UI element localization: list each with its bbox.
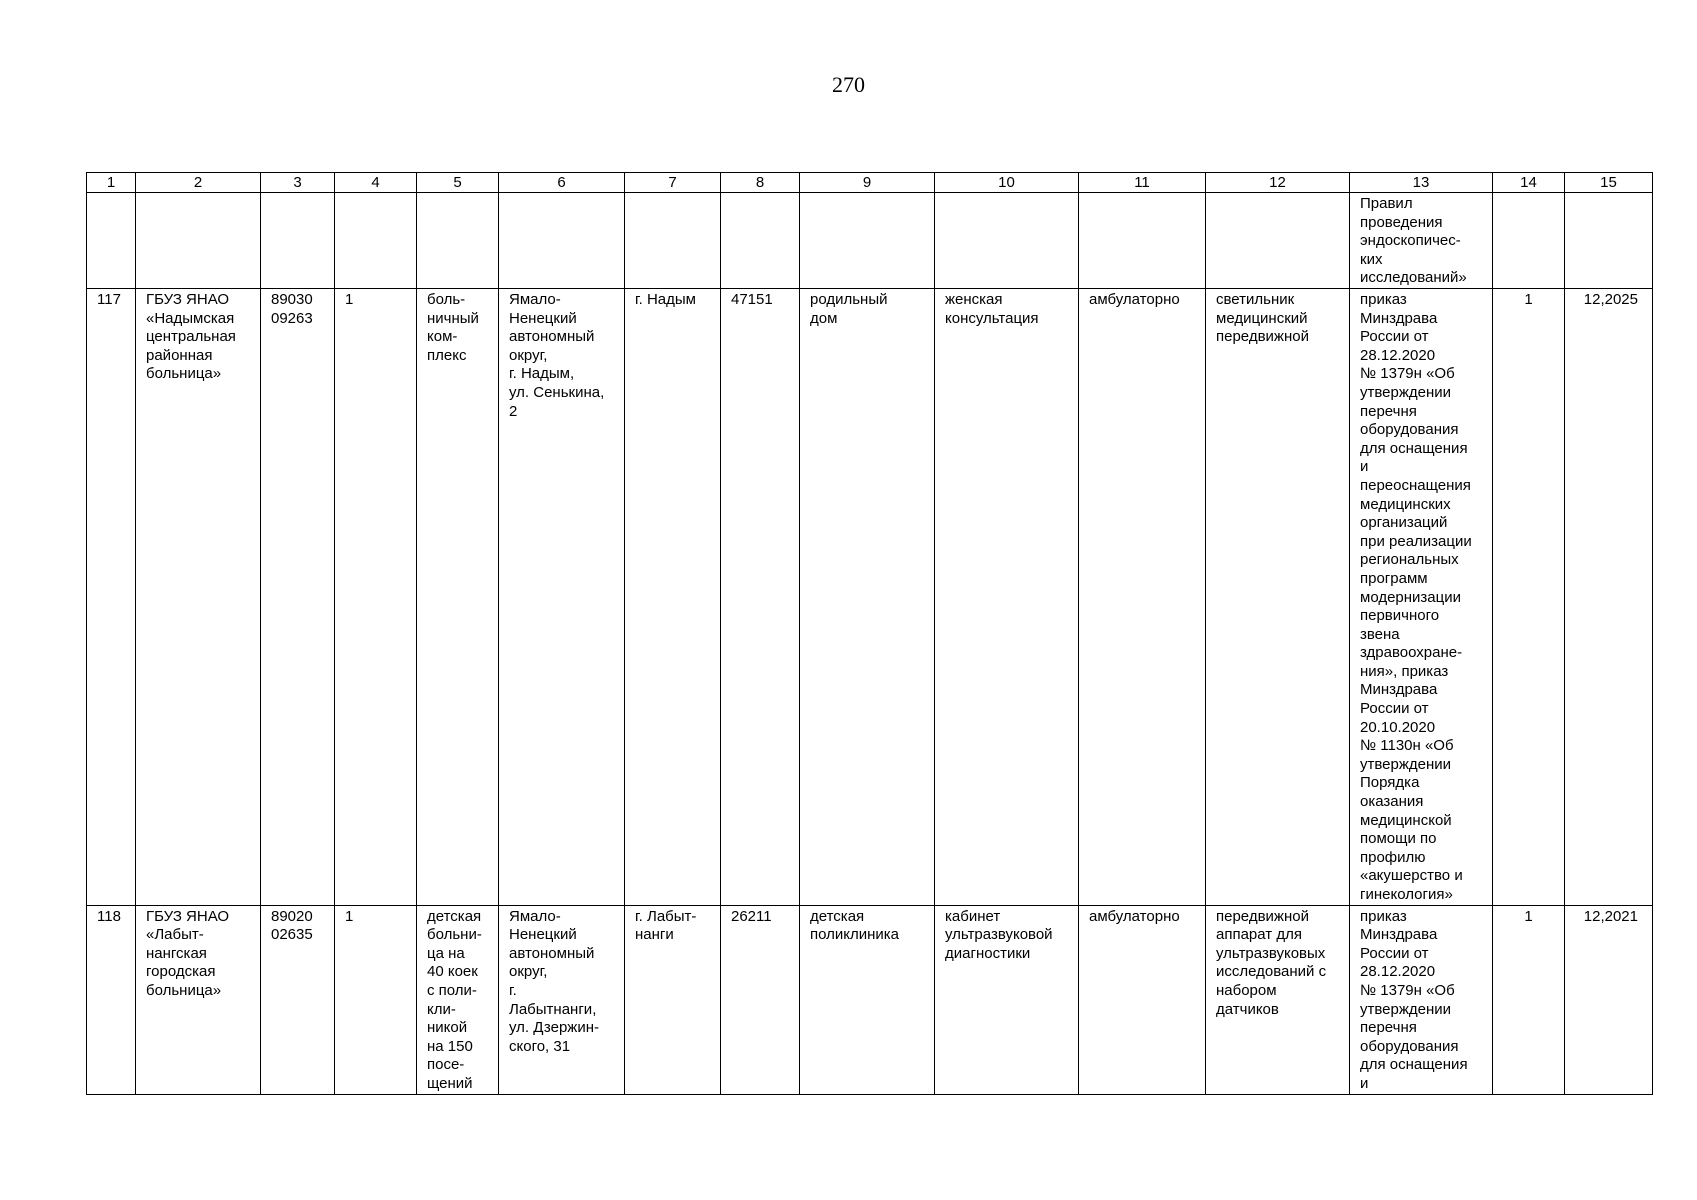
table-cell bbox=[1493, 193, 1565, 289]
subdivision: родильный дом bbox=[800, 289, 935, 906]
facility-type: детская больни- ца на 40 коек с поли- кли- никой на 150 посе- щений bbox=[417, 905, 499, 1094]
equipment-name: передвижной аппарат для ультразвуковых исследований с набором датчиков bbox=[1206, 905, 1350, 1094]
organization-name: ГБУЗ ЯНАО «Надымская центральная районная больница» bbox=[136, 289, 261, 906]
table-cell: Правил проведения эндоскопичес- ких исследований» bbox=[1350, 193, 1493, 289]
regulation: приказ Минздрава России от 28.12.2020 № 1379н «Об утверждении перечня оборудования для оснащения и переоснащения медицинских организаций при реализации региональных программ модернизации первичного звена здравоохране- ния», приказ Минздрава России от 20.10.2020 № 1130н «Об утверждении Порядка оказания медицинской помощи по профилю «акушерство и гинекология» bbox=[1350, 289, 1493, 906]
table-row-continuation bbox=[87, 193, 1653, 289]
table-cell bbox=[935, 193, 1079, 289]
table-cell: 1 bbox=[335, 905, 417, 1094]
organization-name: ГБУЗ ЯНАО «Лабыт- нангская городская больница» bbox=[136, 905, 261, 1094]
column-header: 9 bbox=[800, 173, 935, 193]
address: Ямало- Ненецкий автономный округ, г. Лабытнанги, ул. Дзержин- ского, 31 bbox=[499, 905, 625, 1094]
column-header: 13 bbox=[1350, 173, 1493, 193]
column-header: 8 bbox=[721, 173, 800, 193]
column-header: 12 bbox=[1206, 173, 1350, 193]
row-number: 117 bbox=[87, 289, 136, 906]
table-cell: 1 bbox=[335, 289, 417, 906]
column-header: 15 bbox=[1565, 173, 1653, 193]
column-header: 6 bbox=[499, 173, 625, 193]
column-header: 3 bbox=[261, 173, 335, 193]
table-cell bbox=[1565, 193, 1653, 289]
facility-type: боль- ничный ком- плекс bbox=[417, 289, 499, 906]
address: Ямало- Ненецкий автономный округ, г. Надым, ул. Сенькина, 2 bbox=[499, 289, 625, 906]
quantity: 1 bbox=[1493, 905, 1565, 1094]
organization-code: 89030 09263 bbox=[261, 289, 335, 906]
column-header: 10 bbox=[935, 173, 1079, 193]
care-condition: амбулаторно bbox=[1079, 289, 1206, 906]
table-cell bbox=[87, 193, 136, 289]
regulation: приказ Минздрава России от 28.12.2020 № 1379н «Об утверждении перечня оборудования для оснащения и bbox=[1350, 905, 1493, 1094]
column-header: 7 bbox=[625, 173, 721, 193]
deadline: 12,2025 bbox=[1565, 289, 1653, 906]
table-cell bbox=[261, 193, 335, 289]
equipment-table bbox=[86, 172, 1653, 1095]
settlement: г. Лабыт- нанги bbox=[625, 905, 721, 1094]
organization-code: 89020 02635 bbox=[261, 905, 335, 1094]
table-cell bbox=[800, 193, 935, 289]
quantity: 1 bbox=[1493, 289, 1565, 906]
settlement: г. Надым bbox=[625, 289, 721, 906]
subdivision: детская поликлиника bbox=[800, 905, 935, 1094]
table-row bbox=[87, 905, 1653, 1094]
table-cell bbox=[417, 193, 499, 289]
table-cell bbox=[1206, 193, 1350, 289]
column-header: 4 bbox=[335, 173, 417, 193]
table-cell bbox=[136, 193, 261, 289]
table-header-row bbox=[87, 173, 1653, 193]
table-cell bbox=[721, 193, 800, 289]
deadline: 12,2021 bbox=[1565, 905, 1653, 1094]
column-header: 5 bbox=[417, 173, 499, 193]
page-number: 270 bbox=[832, 72, 865, 97]
row-number: 118 bbox=[87, 905, 136, 1094]
table-row bbox=[87, 289, 1653, 906]
column-header: 11 bbox=[1079, 173, 1206, 193]
table-cell bbox=[499, 193, 625, 289]
column-header: 1 bbox=[87, 173, 136, 193]
equipment-name: светильник медицинский передвижной bbox=[1206, 289, 1350, 906]
care-condition: амбулаторно bbox=[1079, 905, 1206, 1094]
table-cell bbox=[335, 193, 417, 289]
column-header: 2 bbox=[136, 173, 261, 193]
column-header: 14 bbox=[1493, 173, 1565, 193]
table-cell: 26211 bbox=[721, 905, 800, 1094]
table-cell bbox=[1079, 193, 1206, 289]
table-cell: 47151 bbox=[721, 289, 800, 906]
department: женская консультация bbox=[935, 289, 1079, 906]
department: кабинет ультразвуковой диагностики bbox=[935, 905, 1079, 1094]
table-cell bbox=[625, 193, 721, 289]
